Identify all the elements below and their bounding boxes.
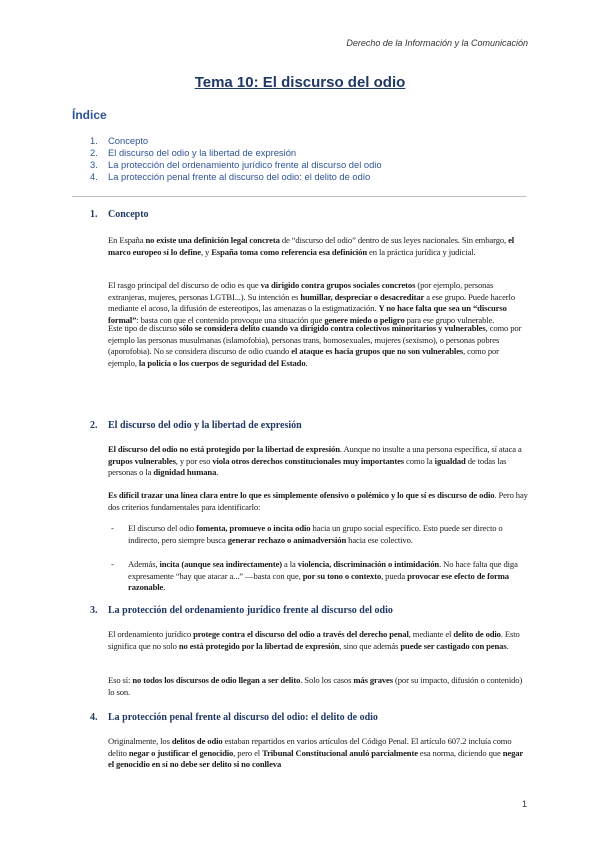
toc-item-number: 1. <box>90 135 98 146</box>
emphasis-text: viola otros derechos constitucionales muy importantes <box>212 455 404 466</box>
paragraph: Este tipo de discurso sólo se considera delito cuando va dirigido contra colectivos minoritarios y vulnerables, como por ejemplo las personas musulmanas (islamofobia), personas trans, homosexuales, mujeres (sexismo), o personas pobres (aporofobia). No se considera discurso de odio cuando el ataque es hacia grupos que no son vulnerables, como por ejemplo, la policía o los cuerpos de seguridad del Estado. <box>108 323 522 368</box>
toc-item-libertad-expresion[interactable] <box>90 147 382 159</box>
index-heading: Índice <box>72 108 107 122</box>
list-dash: - <box>111 523 114 533</box>
emphasis-text: generar rechazo o animadversión <box>227 534 347 545</box>
emphasis-text: no todos los discursos de odio llegan a ser delito <box>132 675 301 685</box>
paragraph: El discurso del odio no está protegido por la libertad de expresión. Aunque no insulte a una persona específica, sí ataca a grupos vulnerables, y por eso viola otros derechos constitucionales muy importantes como la igualdad de todas las personas o la dignidad humana. <box>108 444 522 477</box>
table-of-contents <box>90 135 382 183</box>
emphasis-text: la policía o los cuerpos de seguridad del Estado <box>138 357 306 368</box>
emphasis-text: no existe una definición legal concreta <box>145 235 280 245</box>
toc-item-number: 4. <box>90 171 98 183</box>
paragraph: Es difícil trazar una línea clara entre lo que es simplemente ofensivo o polémico y lo que sí es discurso de odio. Pero hay dos criterios fundamentales para identificarlo: <box>108 490 528 512</box>
emphasis-text: violencia, discriminación o intimidación <box>297 559 440 569</box>
emphasis-text: dignidad humana <box>153 467 217 477</box>
running-header: Derecho de la Información y la Comunicación <box>346 38 528 48</box>
emphasis-text: España toma como referencia esa definición <box>211 246 368 257</box>
emphasis-text: por su tono o contexto <box>302 570 382 581</box>
toc-item-label: La protección penal frente al discurso del odio: el delito de odio <box>108 171 371 183</box>
emphasis-text: el ataque es hacia grupos que no son vulnerables <box>291 346 464 356</box>
section-heading-3 <box>90 605 393 616</box>
section-title: El discurso del odio y la libertad de expresión <box>108 420 302 431</box>
toc-item-concepto[interactable] <box>90 135 382 147</box>
list-item-text: El discurso del odio fomenta, promueve o incita odio hacia un grupo social específico. Esto puede ser directo o indirecto, pero siempre busca generar rechazo o animadversión hacia ese colectivo. <box>128 523 503 545</box>
toc-item-label: Concepto <box>108 135 149 146</box>
list-item <box>111 523 528 546</box>
page-number: 1 <box>522 799 528 809</box>
emphasis-text: protege contra el discurso del odio a través del derecho penal <box>193 629 409 639</box>
section-title: La protección del ordenamiento jurídico frente al discurso del odio <box>108 605 393 616</box>
paragraph: El rasgo principal del discurso de odio es que va dirigido contra grupos sociales concretos (por ejemplo, personas extranjeras, mujeres, personas LGTBI...). Su intención es humillar, despreciar o desacreditar a ese grupo. Puede hacerlo mediante el acoso, la difusión de estereotipos, las amenazas o la estigmatización. Y no hace falta que sea un “discurso formal”: basta con que el contenido provoque una situación que genere miedo o peligro para ese grupo vulnerable. <box>108 280 515 325</box>
emphasis-text: humillar, despreciar o desacreditar <box>300 291 425 302</box>
emphasis-text: incita (aunque sea indirectamente) <box>159 559 283 569</box>
emphasis-text: fomenta, promueve o incita odio <box>196 523 311 533</box>
section-heading-2 <box>90 420 302 431</box>
toc-item-label: El discurso del odio y la libertad de expresión <box>108 147 297 159</box>
emphasis-text: El discurso del odio no está protegido por la libertad de expresión <box>108 444 340 454</box>
emphasis-text: provocar ese efecto de forma razonable <box>128 570 509 592</box>
section-number: 2. <box>90 420 98 431</box>
list-item <box>111 559 528 594</box>
section-number: 3. <box>90 605 98 616</box>
section-number: 1. <box>90 209 98 220</box>
paragraph: Eso sí: no todos los discursos de odio llegan a ser delito. Solo los casos más graves (por su impacto, difusión o contenido) lo son. <box>108 675 523 697</box>
section-number: 4. <box>90 712 98 723</box>
emphasis-text: Es difícil trazar una línea clara entre lo que es simplemente ofensivo o polémico y lo que sí es discurso de odio <box>108 490 495 500</box>
emphasis-text: Tribunal Constitucional anuló parcialmente <box>262 747 418 758</box>
section-heading-1 <box>90 209 149 220</box>
paragraph: El ordenamiento jurídico protege contra el discurso del odio a través del derecho penal, mediante el delito de odio. Esto significa que no solo no está protegido por la libertad de expresión, sino que además puede ser castigado con penas. <box>108 629 520 651</box>
toc-item-number: 2. <box>90 147 98 159</box>
toc-item-number: 3. <box>90 159 98 171</box>
emphasis-text: puede ser castigado con penas <box>400 640 507 651</box>
list-item-text: Además, incita (aunque sea indirectamente) a la violencia, discriminación o intimidación. No hace falta que diga expresamente “hay que atacar a...” —basta con que, por su tono o contexto, pueda provocar ese efecto de forma razonable. <box>128 559 518 592</box>
emphasis-text: grupos vulnerables <box>108 455 176 466</box>
section-heading-4 <box>90 712 378 723</box>
emphasis-text: negar el genocidio en sí no debe ser delito si no conlleva <box>108 747 523 769</box>
emphasis-text: más graves <box>353 675 393 685</box>
paragraph: Originalmente, los delitos de odio estaban repartidos en varios artículos del Código Penal. El artículo 607.2 incluía como delito negar o justificar el genocidio, pero el Tribunal Constitucional anuló parcialmente esa norma, diciendo que negar el genocidio en sí no debe ser delito si no conlleva <box>108 736 523 769</box>
emphasis-text: el marco europeo sí lo define <box>108 235 515 257</box>
page-title: Tema 10: El discurso del odio <box>194 74 406 91</box>
list-dash: - <box>111 559 114 569</box>
toc-item-proteccion-penal[interactable] <box>90 171 382 183</box>
section-title: Concepto <box>108 209 149 220</box>
emphasis-text: igualdad <box>434 455 466 466</box>
toc-item-label: La protección del ordenamiento jurídico frente al discurso del odio <box>108 159 382 171</box>
emphasis-text: delito de odio <box>453 629 501 639</box>
emphasis-text: delitos de odio <box>171 736 223 746</box>
section-divider <box>72 196 526 197</box>
section-title: La protección penal frente al discurso del odio: el delito de odio <box>108 712 378 723</box>
toc-item-ordenamiento-juridico[interactable] <box>90 159 382 171</box>
emphasis-text: negar o justificar el genocidio <box>128 747 234 758</box>
emphasis-text: genere miedo o peligro <box>324 314 405 325</box>
emphasis-text: sólo se considera delito cuando va dirigido contra colectivos minoritarios y vulnerables <box>178 323 486 333</box>
paragraph: En España no existe una definición legal concreta de “discurso del odio” dentro de sus leyes nacionales. Sin embargo, el marco europeo sí lo define, y España toma como referencia esa definición en la práctica jurídica y judicial. <box>108 235 515 257</box>
emphasis-text: Y no hace falta que sea un “discurso formal” <box>108 303 507 325</box>
emphasis-text: no está protegido por la libertad de expresión <box>178 640 340 651</box>
emphasis-text: va dirigido contra grupos sociales concretos <box>260 280 416 290</box>
